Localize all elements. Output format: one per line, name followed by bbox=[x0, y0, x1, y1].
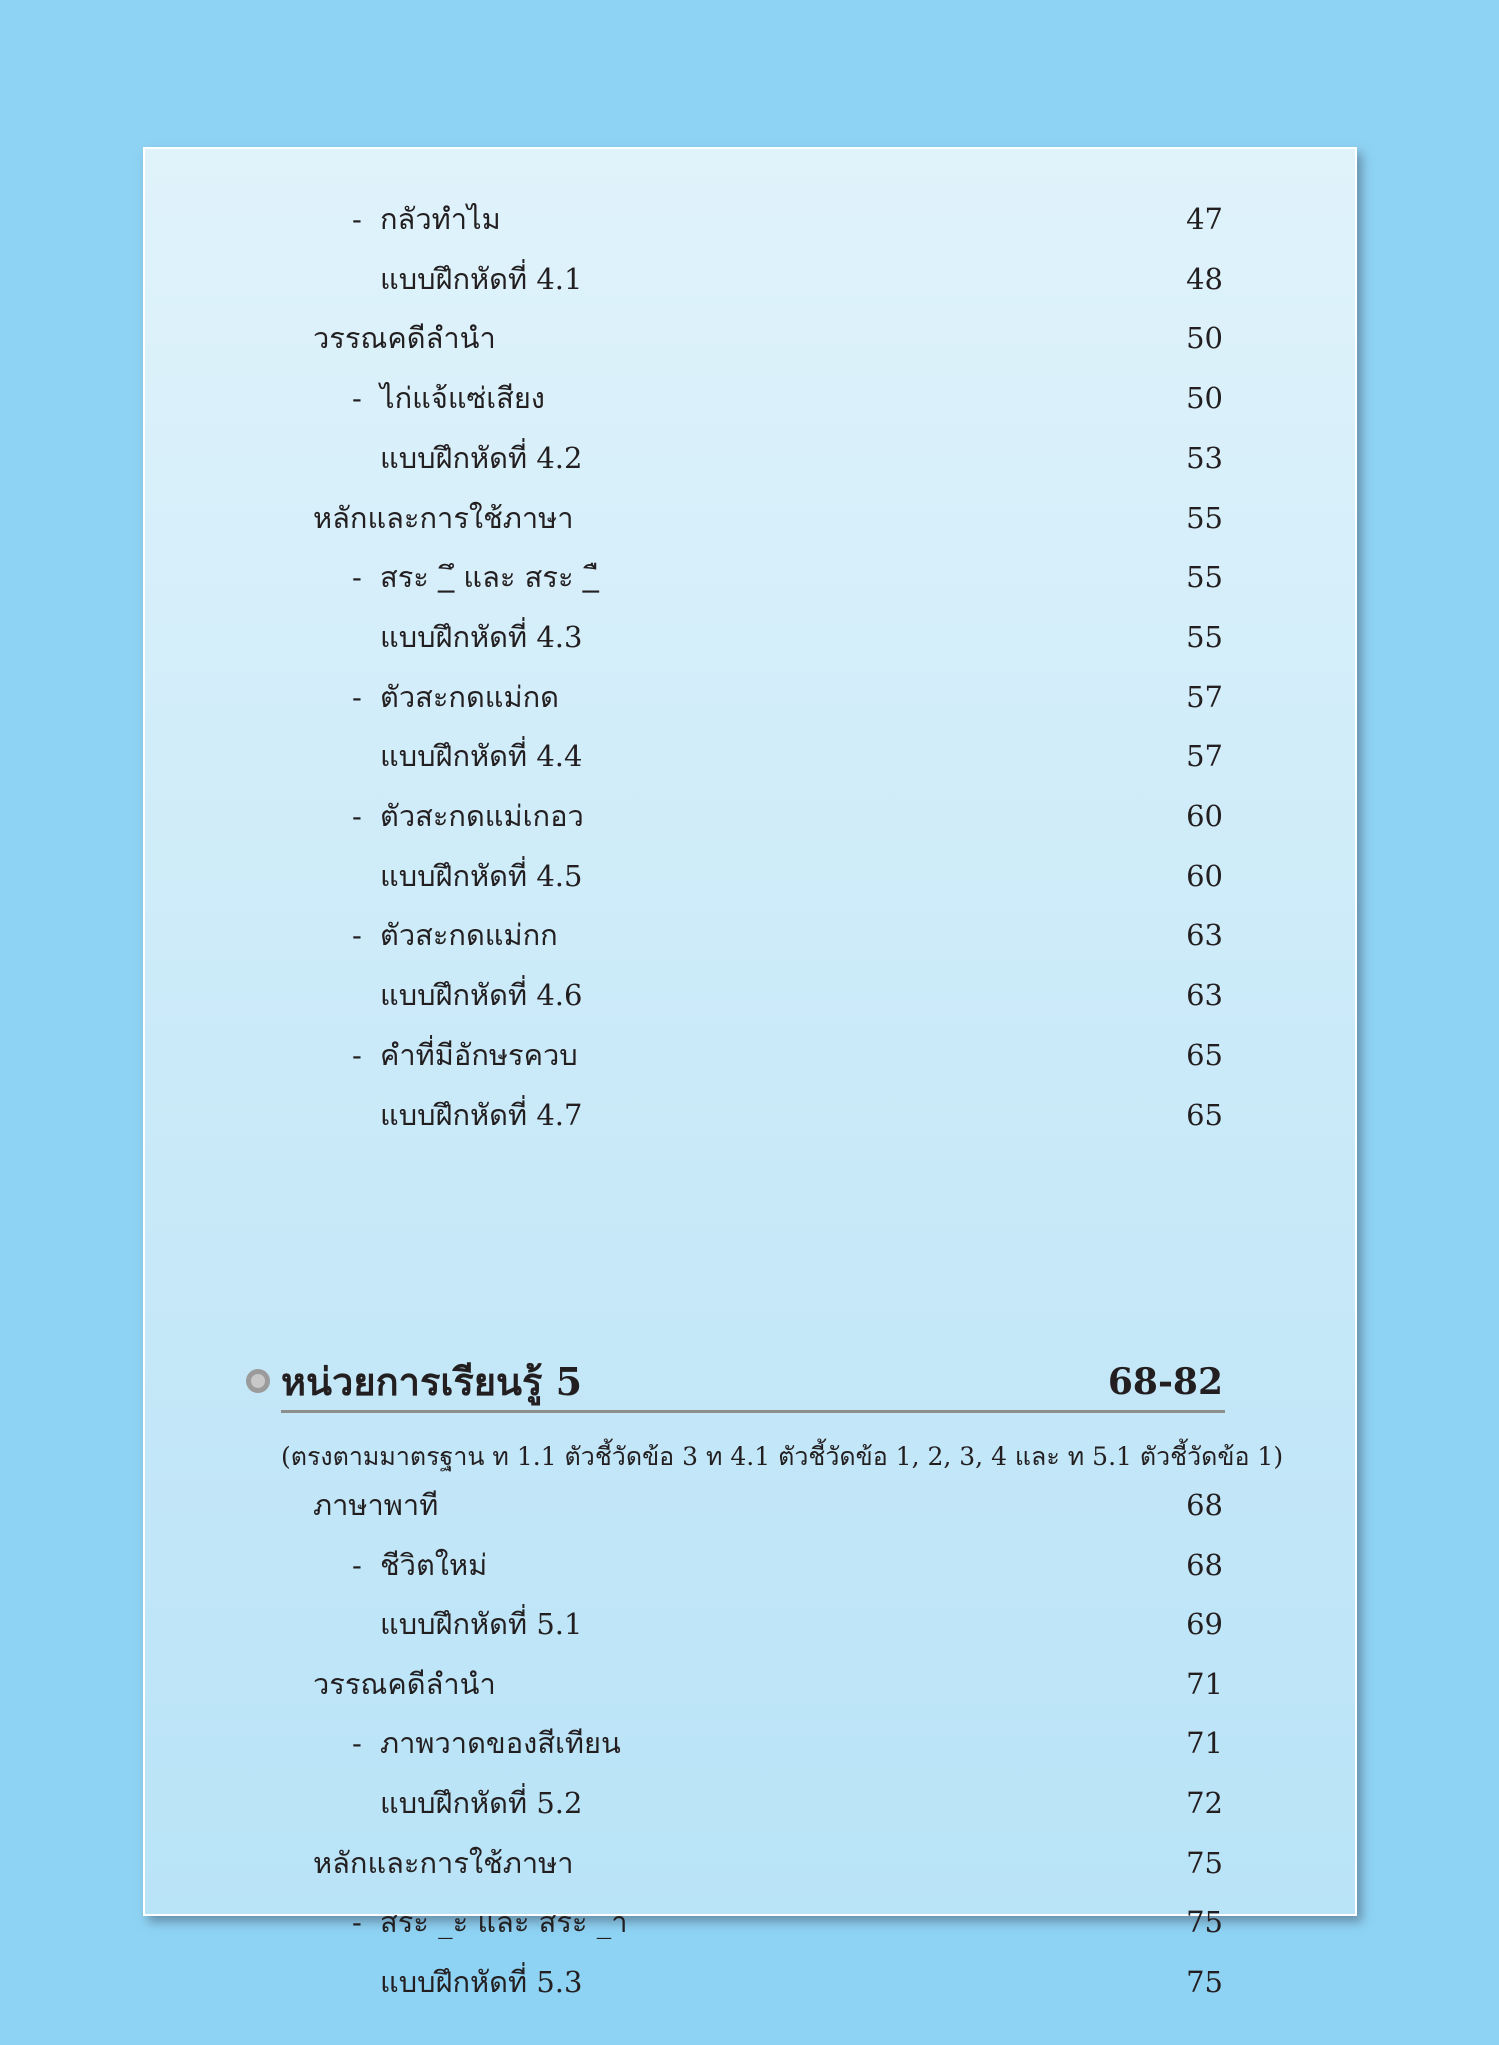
toc-row bbox=[145, 378, 1355, 418]
toc-entry-label: สระ _ะ และ สระ _า bbox=[380, 1905, 628, 1940]
toc-entry-label: ไก่แจ้แซ่เสียง bbox=[380, 381, 545, 416]
toc-dash: - bbox=[352, 918, 362, 953]
heading-underline bbox=[281, 1410, 1225, 1413]
toc-page-number: 48 bbox=[1186, 261, 1223, 296]
toc-entry-label: ตัวสะกดแม่เกอว bbox=[380, 799, 584, 833]
toc-dash: - bbox=[352, 1905, 362, 1940]
unit-title: หน่วยการเรียนรู้ 5 bbox=[281, 1359, 583, 1404]
toc-row bbox=[145, 1035, 1355, 1075]
toc-row bbox=[145, 259, 1355, 299]
toc-page-number: 65 bbox=[1186, 1097, 1223, 1132]
toc-entry-label: สระ _ึ และ สระ _ื bbox=[380, 560, 599, 595]
toc-entry-label: แบบฝึกหัดที่ 5.3 bbox=[380, 1964, 583, 1999]
toc-page-number: 60 bbox=[1186, 799, 1223, 833]
unit-page-range: 68-82 bbox=[1107, 1361, 1223, 1403]
toc-page-number: 75 bbox=[1186, 1964, 1223, 1999]
toc-row bbox=[145, 1664, 1355, 1704]
toc-entry-label: วรรณคดีลำนำ bbox=[313, 1666, 496, 1701]
toc-row bbox=[145, 1095, 1355, 1135]
toc-entry-label: แบบฝึกหัดที่ 5.2 bbox=[380, 1786, 583, 1820]
toc-page-number: 55 bbox=[1186, 560, 1223, 595]
toc-dash: - bbox=[352, 799, 362, 833]
toc-row bbox=[145, 1962, 1355, 2002]
toc-page-number: 47 bbox=[1186, 202, 1223, 236]
toc-row bbox=[145, 975, 1355, 1015]
toc-page-number: 68 bbox=[1186, 1547, 1223, 1582]
toc-row bbox=[145, 1783, 1355, 1823]
toc-dash: - bbox=[352, 560, 362, 595]
toc-entry-label: แบบฝึกหัดที่ 4.1 bbox=[380, 261, 583, 296]
toc-page-number: 72 bbox=[1186, 1786, 1223, 1820]
toc-row bbox=[145, 1902, 1355, 1942]
toc-page-number: 65 bbox=[1186, 1037, 1223, 1072]
toc-page-number: 71 bbox=[1186, 1726, 1223, 1761]
toc-row bbox=[145, 1723, 1355, 1763]
toc-page-number: 57 bbox=[1186, 679, 1223, 714]
toc-page-number: 68 bbox=[1186, 1488, 1223, 1522]
toc-entry-label: หลักและการใช้ภาษา bbox=[313, 1845, 574, 1880]
toc-entry-label: แบบฝึกหัดที่ 4.2 bbox=[380, 440, 583, 475]
toc-page-number: 63 bbox=[1186, 978, 1223, 1013]
toc-entry-label: คำที่มีอักษรควบ bbox=[380, 1037, 578, 1072]
toc-row bbox=[145, 1843, 1355, 1883]
toc-page-number: 55 bbox=[1186, 619, 1223, 654]
toc-page-number: 75 bbox=[1186, 1845, 1223, 1880]
toc-page-number: 50 bbox=[1186, 381, 1223, 416]
toc-page-number: 50 bbox=[1186, 321, 1223, 356]
standards-note: (ตรงตามมาตรฐาน ท 1.1 ตัวชี้วัดข้อ 3 ท 4.1 ตัวชี้วัดข้อ 1, 2, 3, 4 และ ท 5.1 ตัวชี้วัดข้อ 1) bbox=[281, 1442, 1284, 1471]
toc-row bbox=[145, 677, 1355, 717]
toc-entry-label: แบบฝึกหัดที่ 4.5 bbox=[380, 858, 583, 893]
toc-page-number: 57 bbox=[1186, 739, 1223, 774]
toc-page-number: 75 bbox=[1186, 1905, 1223, 1940]
toc-entry-label: ชีวิตใหม่ bbox=[380, 1547, 488, 1582]
unit-5-heading bbox=[246, 1357, 1223, 1413]
toc-entry-label: แบบฝึกหัดที่ 4.3 bbox=[380, 619, 583, 654]
toc-row bbox=[145, 736, 1355, 776]
toc-entry-label: ภาษาพาที bbox=[313, 1488, 439, 1522]
toc-entry-label: ภาพวาดของสีเทียน bbox=[380, 1726, 621, 1761]
toc-row bbox=[145, 856, 1355, 896]
toc-entry-label: แบบฝึกหัดที่ 4.4 bbox=[380, 739, 583, 774]
toc-entry-label: แบบฝึกหัดที่ 4.7 bbox=[380, 1097, 583, 1132]
toc-entry-label: หลักและการใช้ภาษา bbox=[313, 500, 574, 535]
toc-entry-label: กลัวทำไม bbox=[380, 202, 501, 236]
toc-row bbox=[145, 1604, 1355, 1644]
toc-dash: - bbox=[352, 1547, 362, 1582]
toc-page-number: 69 bbox=[1186, 1607, 1223, 1642]
toc-dash: - bbox=[352, 1037, 362, 1072]
bullet-circle-icon bbox=[246, 1369, 270, 1393]
toc-entry-label: ตัวสะกดแม่กก bbox=[380, 918, 558, 953]
toc-row bbox=[145, 498, 1355, 538]
toc-dash: - bbox=[352, 202, 362, 236]
toc-page-number: 55 bbox=[1186, 500, 1223, 535]
toc-row bbox=[145, 1485, 1355, 1525]
toc-entry-label: แบบฝึกหัดที่ 4.6 bbox=[380, 978, 583, 1013]
toc-row bbox=[145, 796, 1355, 836]
toc-row bbox=[145, 557, 1355, 597]
toc-row bbox=[145, 438, 1355, 478]
toc-entry-label: ตัวสะกดแม่กด bbox=[380, 679, 559, 714]
toc-row bbox=[145, 318, 1355, 358]
toc-row bbox=[145, 199, 1355, 239]
toc-entry-label: วรรณคดีลำนำ bbox=[313, 321, 496, 356]
toc-page bbox=[143, 147, 1357, 1999]
toc-page-number: 63 bbox=[1186, 918, 1223, 953]
toc-entry-label: แบบฝึกหัดที่ 5.1 bbox=[380, 1607, 583, 1642]
toc-row bbox=[145, 1545, 1355, 1585]
toc-row bbox=[145, 617, 1355, 657]
toc-page-number: 60 bbox=[1186, 858, 1223, 893]
toc-row bbox=[145, 915, 1355, 955]
toc-dash: - bbox=[352, 679, 362, 714]
toc-dash: - bbox=[352, 381, 362, 416]
toc-dash: - bbox=[352, 1726, 362, 1761]
toc-page-number: 71 bbox=[1186, 1666, 1223, 1701]
toc-page-number: 53 bbox=[1186, 440, 1223, 475]
